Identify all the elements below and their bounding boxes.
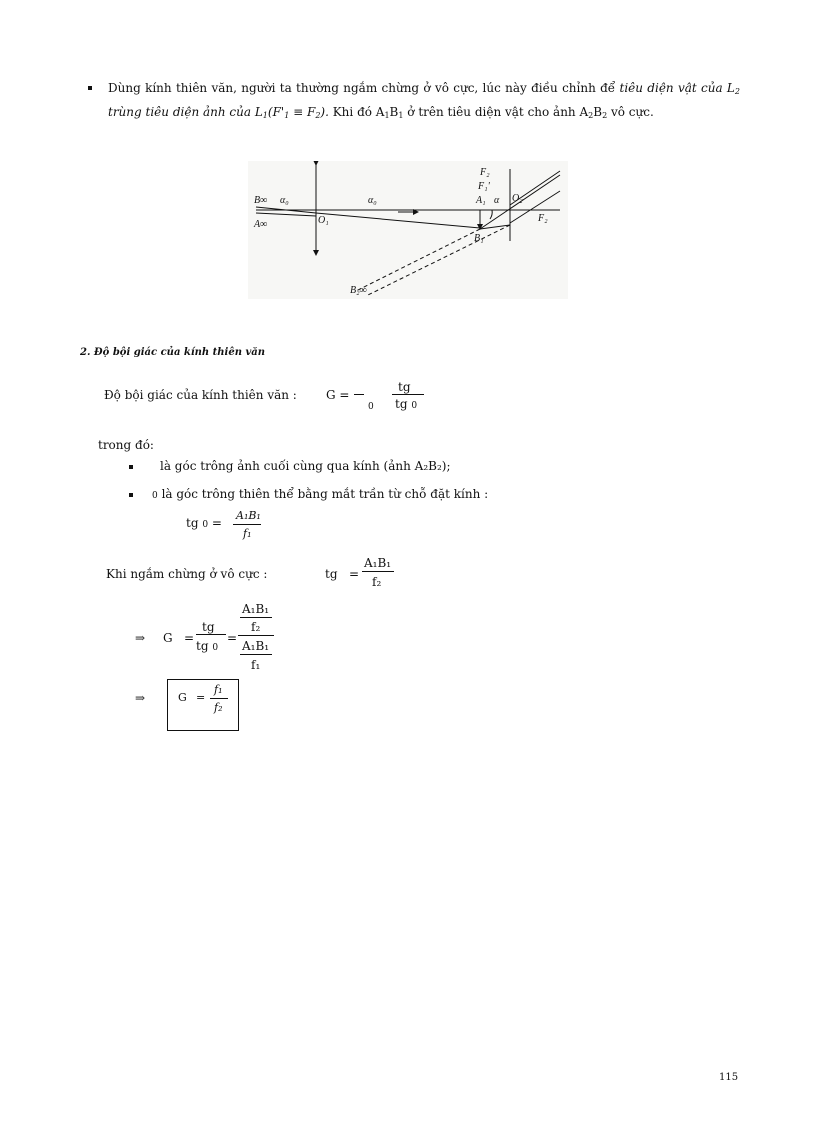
big-num-den: f₂ (251, 620, 261, 634)
label-alpha0-a: α₀ (280, 195, 289, 206)
intro-paragraph: Dùng kính thiên văn, người ta thường ngắm chừng ở vô cực, lúc này điều chỉnh để tiêu diện vật của $L_2$ trùng tiêu diện ảnh của $L_1(F'_1 \equiv F_2)$. Khi đó $A_1B_1$ ở trên tiêu diện vật cho ảnh $A_2B_2$ vô cực. (108, 81, 740, 120)
label-o2: O₂ (512, 193, 523, 204)
main-frac-line (392, 394, 424, 395)
big-num-num: A₁B₁ (242, 602, 270, 616)
label-f2-right: F₂ (538, 213, 548, 224)
label-b-inf: B∞ (254, 195, 268, 206)
tg0-lhs: tg 0 = (186, 516, 222, 530)
page-number: 115 (719, 1072, 739, 1083)
tg0-frac-line (233, 524, 261, 525)
eq-1: = (184, 631, 195, 645)
bullet-marker (129, 493, 133, 497)
eq-2: = (227, 631, 238, 645)
label-b2-inf: B₂∞ (350, 285, 367, 296)
infinity-label: Khi ngắm chừng ở vô cực : (106, 567, 268, 581)
bullet-marker (129, 465, 133, 469)
g-equals: G = (326, 388, 350, 402)
label-b1: B₁ (474, 233, 484, 244)
r-frac-line (196, 634, 226, 635)
box-num: f₁ (214, 683, 223, 696)
result-box (167, 679, 239, 731)
implies-1: ⇒ (135, 631, 146, 645)
tg-den2: f₂ (372, 575, 382, 589)
big-num-line (240, 617, 272, 618)
ray-o1-b1 (316, 213, 480, 228)
label-a1: A₁ (476, 195, 486, 206)
box-eq: = (196, 691, 206, 704)
big-main-line (238, 635, 274, 636)
tg-denominator: tg 0 (395, 397, 418, 411)
box-g: G (178, 691, 187, 704)
tg0-den: f₁ (243, 527, 252, 540)
big-den-num: A₁B₁ (242, 639, 270, 653)
formula-label: Độ bội giác của kính thiên văn : (104, 388, 297, 402)
tg-numerator: tg (398, 380, 411, 394)
tg-num2: A₁B₁ (364, 556, 392, 570)
tg-frac-line-2 (362, 571, 394, 572)
empty-frac-line (354, 394, 364, 395)
label-f1-prime: F₁' (478, 181, 490, 192)
section-heading: 2. Độ bội giác của kính thiên văn (80, 347, 266, 358)
r-tg-den: tg 0 (196, 639, 219, 653)
alpha-arc (490, 210, 492, 219)
box-den: f₂ (214, 701, 223, 714)
incoming-ray-2 (256, 213, 316, 216)
telescope-diagram (248, 161, 568, 299)
label-f2-top: F₂ (480, 167, 490, 178)
telescope-diagram-svg (248, 161, 568, 299)
label-alpha0-b: α₀ (368, 195, 377, 206)
box-frac-line (210, 698, 228, 699)
tg0-num: A₁B₁ (236, 509, 261, 522)
label-o1: O₁ (318, 215, 329, 226)
virtual-ray-1 (356, 229, 480, 291)
implies-2: ⇒ (135, 691, 146, 705)
g-lhs: G (163, 631, 173, 645)
label-alpha: α (494, 195, 500, 206)
sub-zero-a: 0 (368, 402, 374, 412)
tg-lhs: tg = (325, 567, 360, 581)
virtual-ray-2 (368, 225, 510, 295)
big-den-line (240, 654, 272, 655)
bullet-alpha: là góc trông ảnh cuối cùng qua kính (ảnh A₂B₂); (160, 459, 451, 473)
r-tg-num: tg (202, 620, 215, 634)
bullet-alpha0: 0 là góc trông thiên thể bằng mắt trần từ chỗ đặt kính : (152, 487, 489, 501)
big-den-den: f₁ (251, 658, 261, 672)
label-a-inf: A∞ (254, 219, 268, 230)
bullet-marker (88, 86, 92, 90)
where-label: trong đó: (98, 438, 154, 452)
